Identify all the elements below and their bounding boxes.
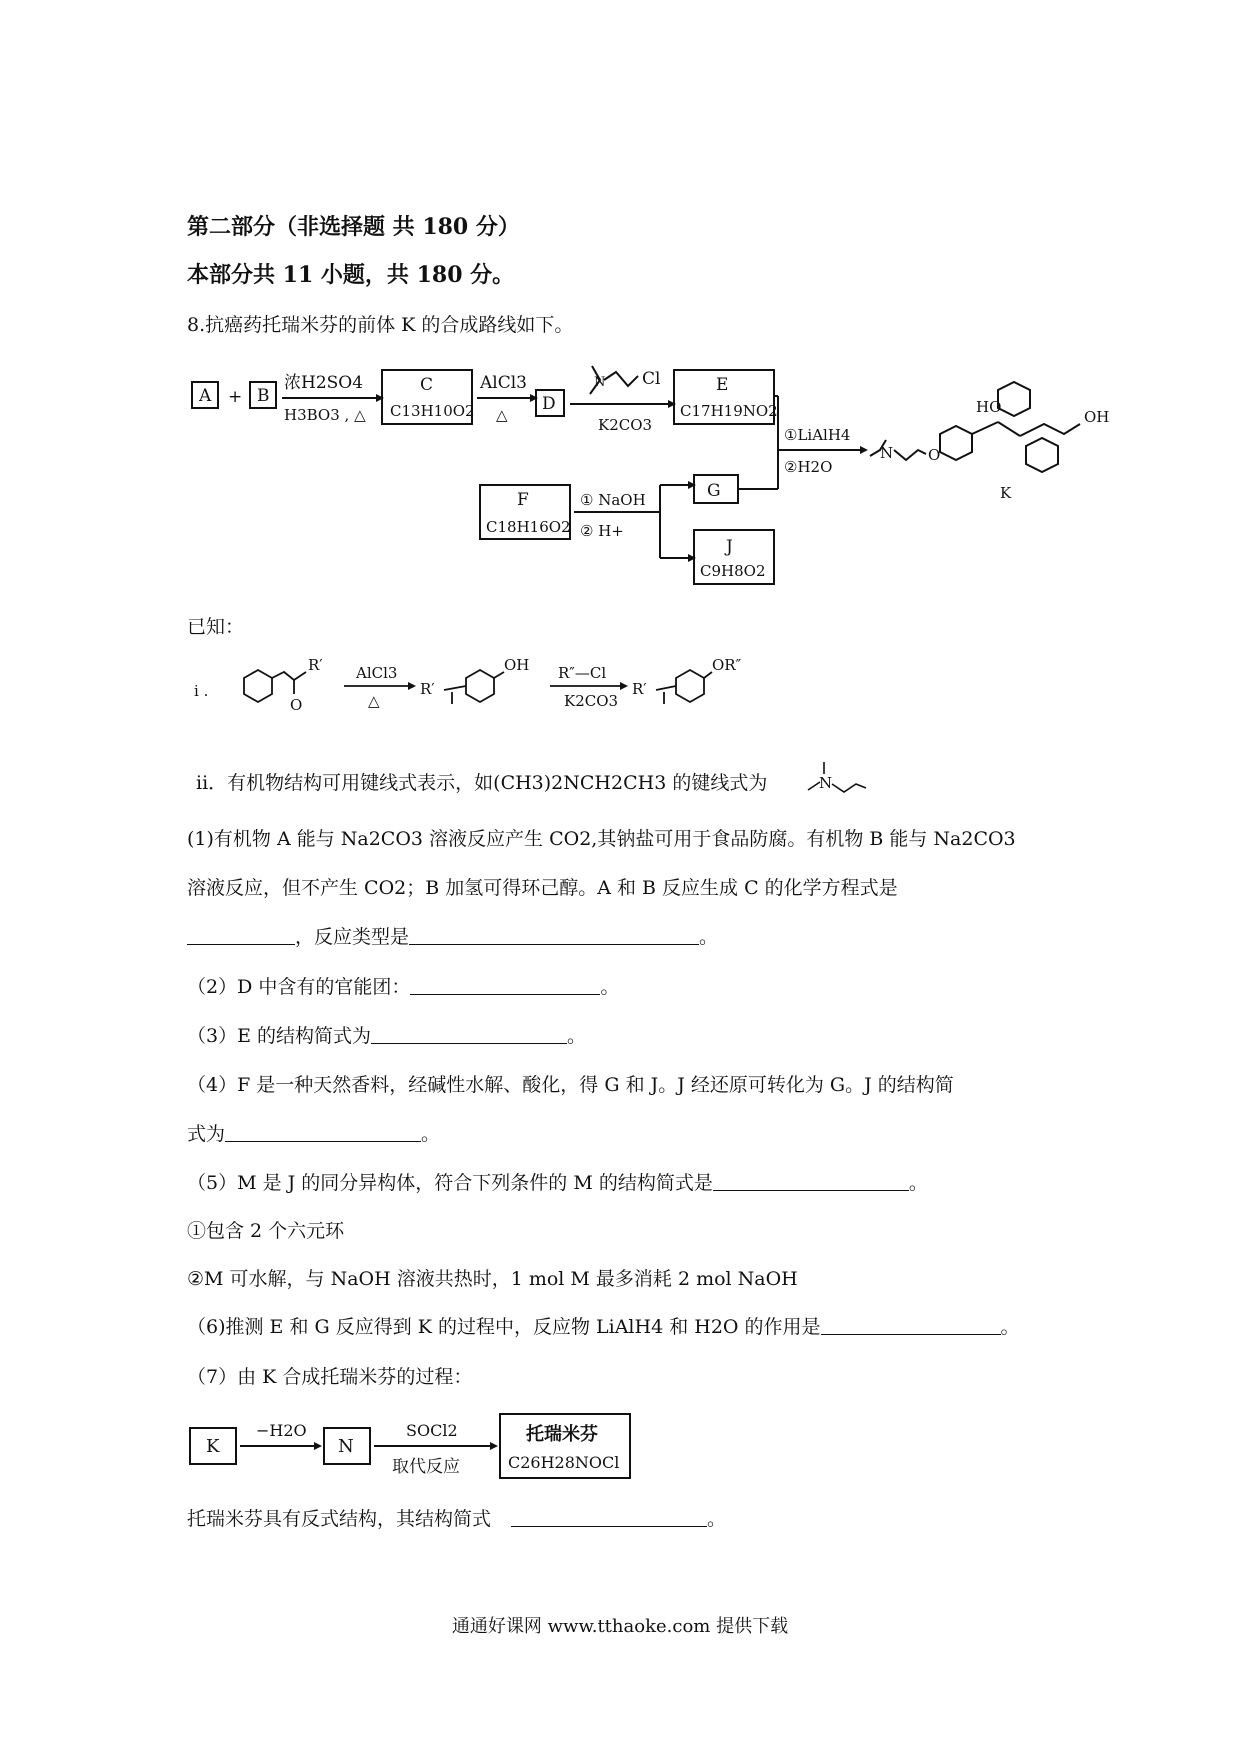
known-ii-n: N [819,774,833,792]
known-i-or: OR″ [712,656,742,674]
arrow3-amine-n: N [594,375,606,390]
part-5: （5）M 是 J 的同分异构体，符合下列条件的 M 的结构简式是 。 [187,1172,928,1194]
answer-blank-4[interactable] [225,1123,421,1142]
compound-j-name: J [726,537,733,557]
part-5-condition-2: ②M 可水解，与 NaOH 溶液共热时，1 mol M 最多消耗 2 mol NaOH [187,1268,798,1290]
part-5-condition-1: ①包含 2 个六元环 [187,1220,345,1242]
compound-f-name: F [517,490,529,510]
known-i-arrow1-bot: △ [368,692,380,710]
arrow1-condition: H3BO3 , △ [284,406,366,424]
scheme2-product-name: 托瑞米芬 [526,1424,598,1445]
answer-blank-3[interactable] [371,1025,567,1044]
answer-blank-2[interactable] [410,976,600,995]
known-i-r1: R′ [308,656,323,674]
k-hydroxyl-2: OH [1084,408,1110,426]
known-i-label: i . [194,682,209,700]
known-i-arrow2-bot: K2CO3 [564,692,619,710]
known-ii-skeletal-structure [800,756,880,800]
compound-g: G [707,481,721,501]
arrow2-reagent: AlCl3 [480,373,527,393]
synthesis-scheme-2 [186,1406,646,1486]
answer-blank-1a[interactable] [187,926,295,945]
part-1-line-2: 溶液反应，但不产生 CO2；B 加氢可得环己醇。A 和 B 反应生成 C 的化学方程式是 [187,877,898,899]
known-i-r2: R′ [420,680,435,698]
known-label: 已知： [187,616,245,638]
page-footer: 通通好课网 www.tthaoke.com 提供下载 [451,1616,789,1637]
synthesis-scheme [180,350,1140,590]
k-nitrogen: N [880,444,894,462]
answer-blank-5[interactable] [713,1172,909,1191]
part-1-line-3: ，反应类型是 。 [187,922,718,949]
arrow5-reagent: ①LiAlH4 [784,426,851,444]
compound-c-formula: C13H10O2 [390,402,475,420]
part-7: （7）由 K 合成托瑞米芬的过程： [187,1366,473,1388]
compound-c-name: C [420,375,434,395]
compound-f-formula: C18H16O2 [486,518,571,536]
compound-k-label: K [1000,484,1012,502]
k-hydroxyl-1: HO [976,398,1002,416]
compound-j-formula: C9H8O2 [700,562,766,580]
known-i-oh: OH [504,656,530,674]
question-stem: 8.抗癌药托瑞米芬的前体 K 的合成路线如下。 [187,314,574,336]
compound-e-formula: C17H19NO2 [680,402,778,420]
known-i-arrow2-top: R″—Cl [558,664,607,682]
answer-blank-7[interactable] [511,1508,707,1527]
arrow3-condition: K2CO3 [598,416,653,434]
known-reaction-i [180,648,900,738]
final-question: 托瑞米芬具有反式结构，其结构简式 。 [187,1508,727,1530]
arrow4-reagent: ① NaOH [580,491,646,509]
answer-blank-1b[interactable] [409,926,699,945]
known-i-arrow1-top: AlCl3 [356,664,398,682]
scheme2-n: N [338,1436,354,1457]
part-3: （3）E 的结构简式为 。 [187,1025,587,1047]
compound-e-name: E [716,375,729,395]
part-6: （6)推测 E 和 G 反应得到 K 的过程中，反应物 LiAlH4 和 H2O 的作用是 。 [187,1316,1020,1338]
scheme2-k: K [206,1436,220,1457]
arrow1-reagent: 浓H2SO4 [284,373,364,393]
arrow5-condition: ②H2O [784,458,833,476]
part-2: （2）D 中含有的官能团： 。 [187,976,620,998]
arrow3-reagent: Cl [642,369,661,389]
arrow2-condition: △ [496,406,508,424]
part-4-line-2: 式为 。 [187,1123,441,1145]
plus-sign: + [228,387,243,407]
scheme2-product-formula: C26H28NOCl [508,1453,620,1472]
compound-d: D [542,394,556,414]
compound-a: A [199,386,212,406]
compound-b: B [257,386,270,406]
part-4-line-1: （4）F 是一种天然香料，经碱性水解、酸化，得 G 和 J。J 经还原可转化为 G。J 的结构简 [187,1074,954,1096]
known-ii: ii．有机物结构可用键线式表示，如(CH3)2NCH2CH3 的键线式为 [196,772,768,794]
scheme2-arrow2-top: SOCl2 [406,1421,458,1440]
scheme2-arrow2-bot: 取代反应 [392,1457,460,1477]
arrow4-condition: ② H+ [580,522,624,540]
known-i-r3: R′ [632,680,647,698]
k-ether-oxygen: O [928,446,941,464]
scheme2-arrow1-top: −H2O [256,1421,307,1440]
part-description: 本部分共 11 小题，共 180 分。 [187,262,515,288]
part-1-line-1: (1)有机物 A 能与 Na2CO3 溶液反应产生 CO2,其钠盐可用于食品防腐。有机物 B 能与 Na2CO3 [187,828,1016,850]
known-i-o1: O [290,696,303,714]
part-title: 第二部分（非选择题 共 180 分） [187,214,520,240]
answer-blank-6[interactable] [821,1316,1001,1335]
